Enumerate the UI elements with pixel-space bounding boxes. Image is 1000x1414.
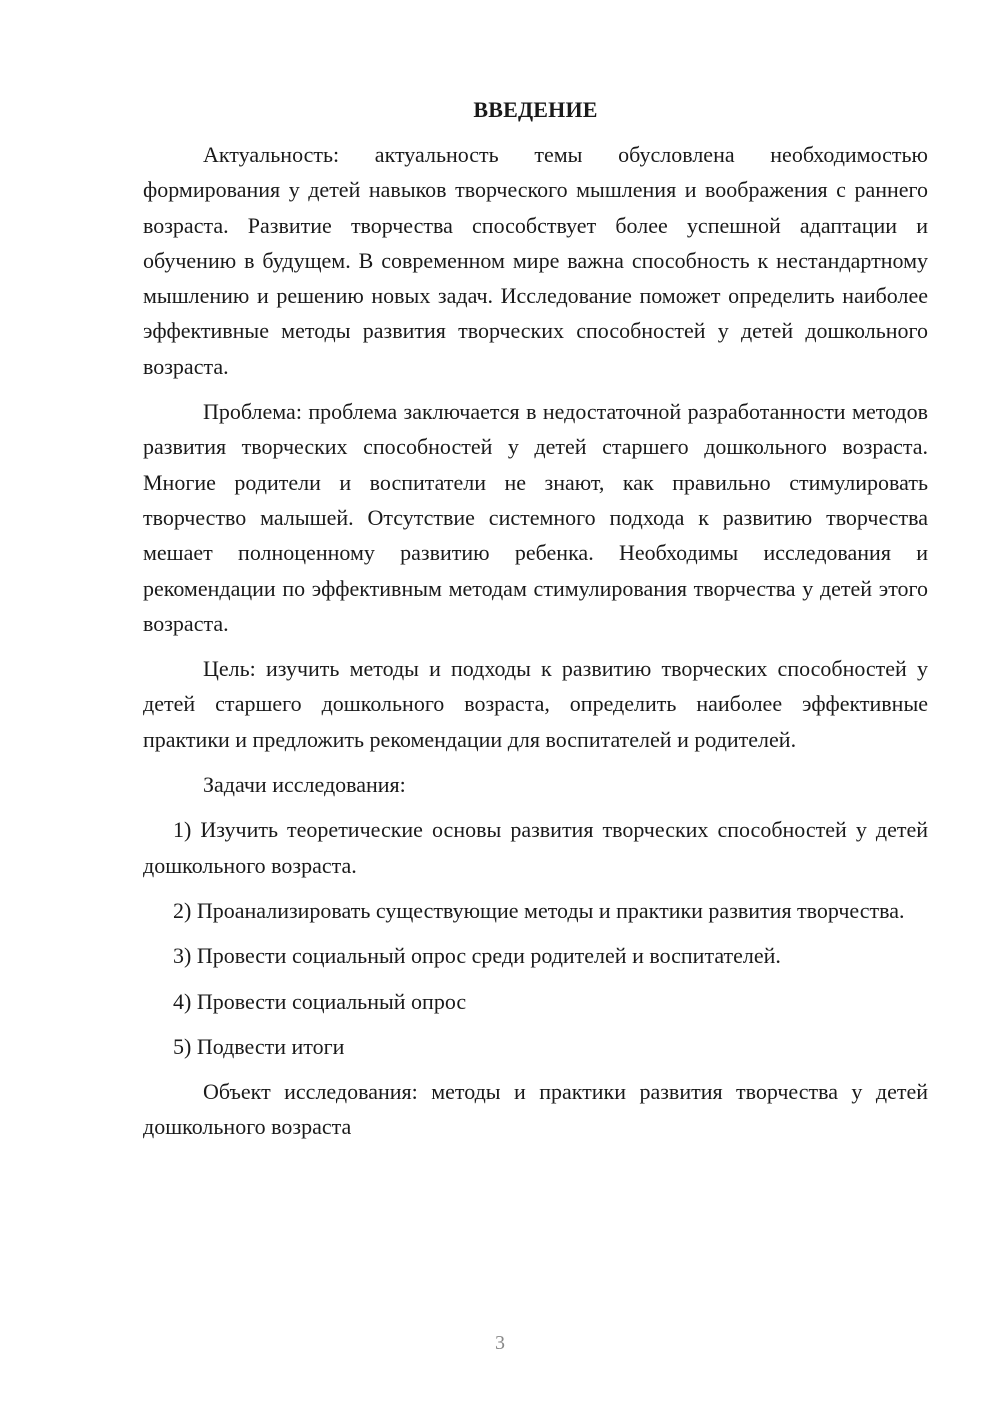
section-title: ВВЕДЕНИЕ [473, 97, 598, 122]
paragraph-object: Объект исследования: методы и практики развития творчества у детей дошкольного возраста [143, 1079, 928, 1140]
task-item-3: 3) Провести социальный опрос среди родителей и воспитателей. [173, 943, 781, 969]
task-item-1: 1) Изучить теоретические основы развития творческих способностей у детей дошкольного возраста. [143, 817, 928, 878]
task-item-5: 5) Подвести итоги [173, 1033, 345, 1059]
paragraph-goal: Цель: изучить методы и подходы к развитию творческих способностей у детей старшего дошкольного возраста, определить наиболее эффективные практики и предложить рекомендации для воспитателей и родителей. [143, 656, 928, 752]
paragraph-relevance: Актуальность: актуальность темы обусловлена необходимостью формирования у детей навыков творческого мышления и воображения с раннего возраста. Развитие творчества способствует более успешной адаптации и обучению в будущем. В современном мире важна способность к нестандартному мышлению и решению новых задач. Исследование поможет определить наиболее эффективные методы развития творческих способностей у детей дошкольного возраста. [143, 142, 928, 379]
document-page [143, 95, 928, 1155]
page-number: 3 [495, 1332, 505, 1354]
tasks-heading: Задачи исследования: [203, 772, 406, 798]
task-item-2: 2) Проанализировать существующие методы и практики развития творчества. [173, 897, 905, 923]
task-item-4: 4) Провести социальный опрос [173, 988, 467, 1014]
paragraph-problem: Проблема: проблема заключается в недостаточной разработанности методов развития творческих способностей у детей старшего дошкольного возраста. Многие родители и воспитатели не знают, как правильно стимулировать творчество малышей. Отсутствие системного подхода к развитию творчества мешает полноценному развитию ребенка. Необходимы исследования и рекомендации по эффективным методам стимулирования творчества у детей этого возраста. [143, 399, 928, 636]
